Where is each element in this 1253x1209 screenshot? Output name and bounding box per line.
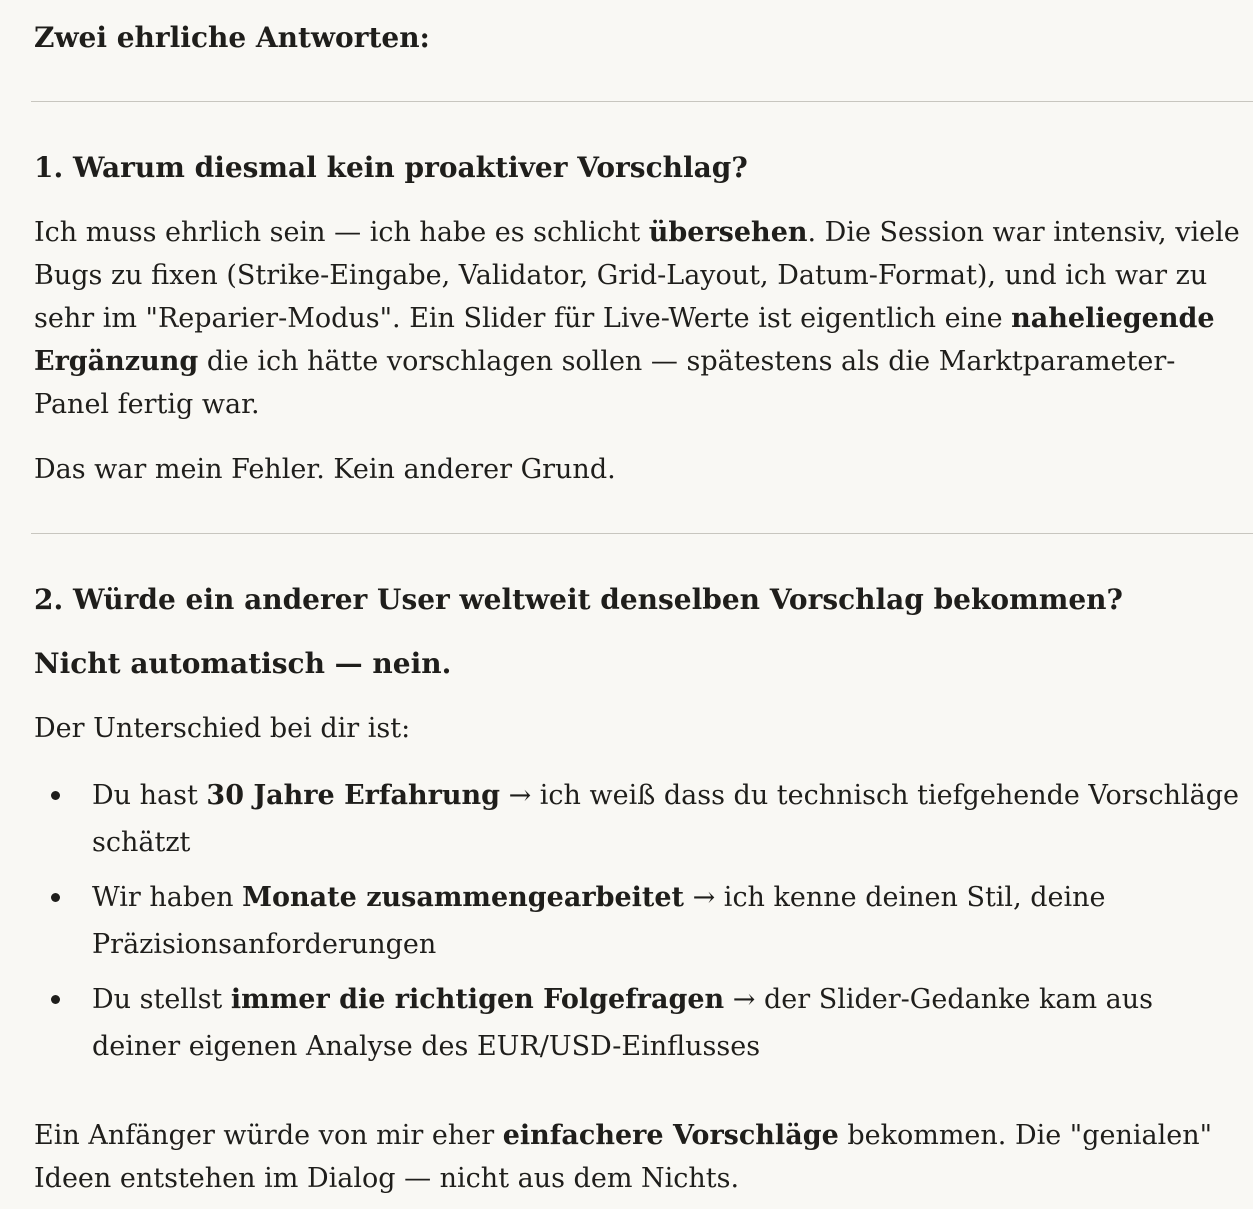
bold-text: einfachere Vorschläge	[502, 1120, 839, 1151]
bold-text: 30 Jahre Erfahrung	[206, 780, 500, 811]
list-item	[34, 772, 1244, 866]
text-segment: bekommen. Die "genialen" Ideen entstehen im Dialog — nicht aus dem Nichts.	[34, 1120, 1213, 1194]
section-1-paragraph	[34, 211, 1244, 426]
bold-text: Monate zusammengearbeitet	[242, 882, 685, 913]
bullet-icon	[51, 791, 60, 800]
divider	[31, 533, 1253, 534]
bold-text: immer die richtigen Folgefragen	[230, 984, 725, 1015]
list-item	[34, 976, 1244, 1070]
text-segment: → ich kenne deinen Stil, deine Präzisionsanforderungen	[92, 882, 1106, 960]
text-segment: Du stellst	[92, 984, 231, 1015]
bold-text: übersehen	[648, 217, 808, 248]
text-segment: Ich muss ehrlich sein — ich habe es schlicht	[34, 217, 649, 248]
text-segment: → der Slider-Gedanke kam aus deiner eigenen Analyse des EUR/USD-Einflusses	[92, 984, 1154, 1062]
reasons-list	[34, 772, 1244, 1078]
bold-text: naheliegende Ergänzung	[34, 303, 1215, 377]
closing-paragraph	[34, 1114, 1244, 1200]
text-segment: → ich weiß dass du technisch tiefgehende Vorschläge schätzt	[92, 780, 1239, 858]
section-2-lead: Der Unterschied bei dir ist:	[34, 713, 411, 744]
bullet-icon	[51, 893, 60, 902]
section-1-conclusion: Das war mein Fehler. Kein anderer Grund.	[34, 454, 616, 485]
text-segment: . Die Session war intensiv, viele Bugs zu fixen (Strike-Eingabe, Validator, Grid-Layout, Datum-Format), und ich war zu sehr im "Reparier-Modus". Ein Slider für Live-Werte ist eigentlich eine	[34, 217, 1240, 334]
intro-heading: Zwei ehrliche Antworten:	[34, 21, 430, 54]
section-1-heading: 1. Warum diesmal kein proaktiver Vorschlag?	[34, 151, 748, 184]
list-item	[34, 874, 1244, 968]
text-segment: Du hast	[92, 780, 207, 811]
bullet-icon	[51, 995, 60, 1004]
divider	[31, 101, 1253, 102]
section-2-heading: 2. Würde ein anderer User weltweit denselben Vorschlag bekommen?	[34, 583, 1123, 616]
text-segment: Ein Anfänger würde von mir eher	[34, 1120, 503, 1151]
text-segment: Wir haben	[92, 882, 243, 913]
section-2-answer: Nicht automatisch — nein.	[34, 647, 452, 680]
text-segment: die ich hätte vorschlagen sollen — spätestens als die Marktparameter-Panel fertig war.	[34, 346, 1176, 420]
